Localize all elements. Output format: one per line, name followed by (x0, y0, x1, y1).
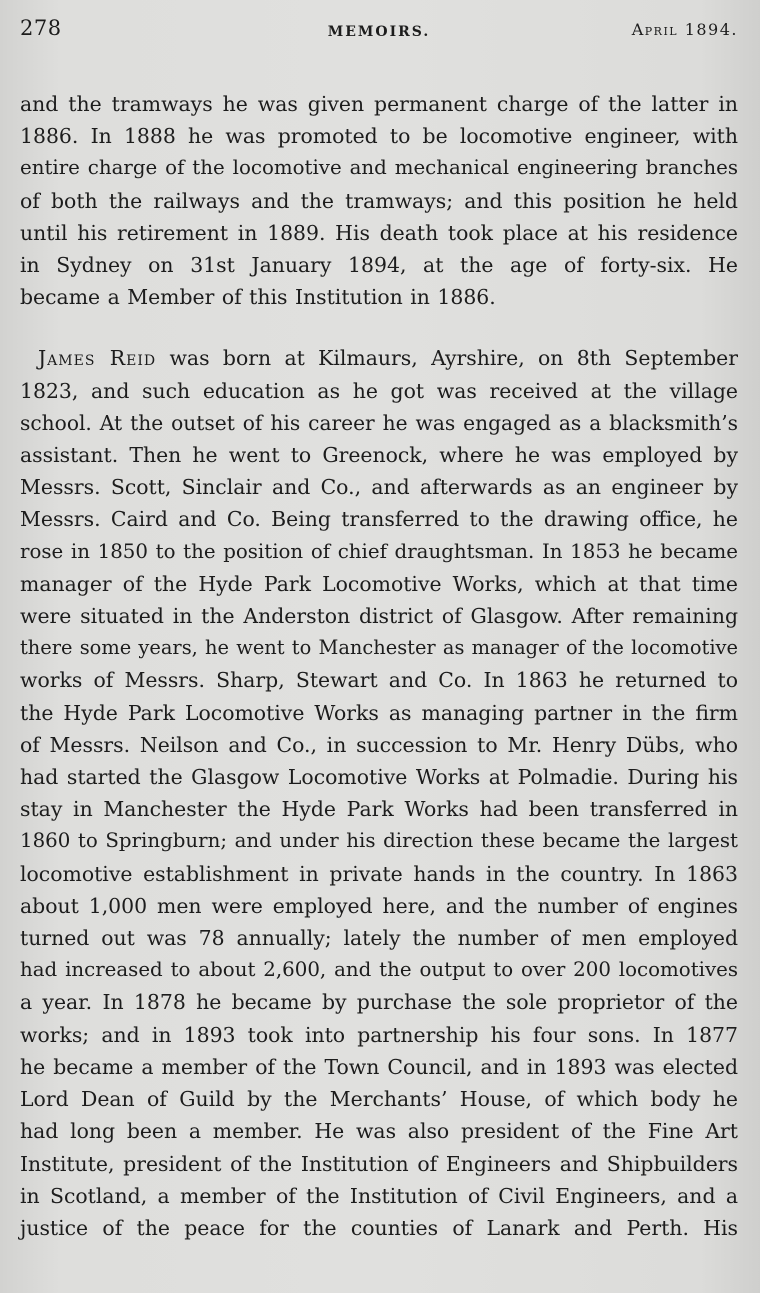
text-line: until his retirement in 1889. His death took place at his residence (20, 220, 738, 245)
page-header (20, 16, 738, 56)
text-line: he became a member of the Town Council, and in 1893 was elected (20, 1054, 738, 1079)
text-line: stay in Manchester the Hyde Park Works had been transferred in (20, 797, 738, 822)
text-line: manager of the Hyde Park Locomotive Works, which at that time (20, 571, 738, 596)
text-line: a year. In 1878 he became by purchase the sole proprietor of the (20, 990, 738, 1015)
text-line: Messrs. Caird and Co. Being transferred to the drawing office, he (20, 507, 738, 532)
first-line-text: was born at Kilmaurs, Ayrshire, on 8th September (156, 346, 738, 371)
text-line: entire charge of the locomotive and mechanical engineering branches (20, 156, 738, 180)
text-line (20, 342, 738, 374)
text-line: had long been a member. He was also president of the Fine Art (20, 1119, 738, 1144)
text-line: 1860 to Springburn; and under his direction these became the largest (20, 829, 738, 853)
text-line: school. At the outset of his career he was engaged as a blacksmith’s (20, 410, 738, 435)
running-date: April 1894. (631, 20, 738, 39)
text-line: in Scotland, a member of the Institution of Civil Engineers, and a (20, 1183, 738, 1208)
text-line: works of Messrs. Sharp, Stewart and Co. In 1863 he returned to (20, 668, 738, 693)
text-line: assistant. Then he went to Greenock, where he was employed by (20, 443, 738, 468)
text-line: rose in 1850 to the position of chief draughtsman. In 1853 he became (20, 539, 738, 563)
paragraph-1 (20, 88, 738, 313)
paragraph-2 (20, 342, 738, 1244)
text-line: turned out was 78 annually; lately the number of men employed (20, 926, 738, 951)
text-line: and the tramways he was given permanent charge of the latter in (20, 92, 738, 116)
text-line: had started the Glasgow Locomotive Works at Polmadie. During his (20, 765, 738, 790)
text-line: the Hyde Park Locomotive Works as managing partner in the firm (20, 700, 738, 725)
text-line: justice of the peace for the counties of Lanark and Perth. His (20, 1215, 738, 1240)
text-line: were situated in the Anderston district of Glasgow. After remaining (20, 604, 738, 629)
text-line: Messrs. Scott, Sinclair and Co., and afterwards as an engineer by (20, 475, 738, 500)
text-line: Lord Dean of Guild by the Merchants’ House, of which body he (20, 1087, 738, 1112)
text-line: works; and in 1893 took into partnership his four sons. In 1877 (20, 1022, 738, 1047)
text-line: locomotive establishment in private hands in the country. In 1863 (20, 861, 738, 886)
text-line: had increased to about 2,600, and the output to over 200 locomotives (20, 958, 738, 982)
text-line: of Messrs. Neilson and Co., in succession to Mr. Henry Dübs, who (20, 732, 738, 757)
page-number: 278 (20, 16, 62, 40)
text-line: about 1,000 men were employed here, and the number of engines (20, 893, 738, 918)
text-line: in Sydney on 31st January 1894, at the age of forty-six. He (20, 253, 738, 278)
text-line: 1886. In 1888 he was promoted to be locomotive engineer, with (20, 124, 738, 149)
text-line: Institute, president of the Institution of Engineers and Shipbuilders (20, 1151, 738, 1176)
text-line: 1823, and such education as he got was received at the village (20, 378, 738, 403)
text-line: of both the railways and the tramways; and this position he held (20, 188, 738, 213)
person-name: James Reid (38, 346, 157, 371)
text-line: became a Member of this Institution in 1886. (20, 285, 496, 310)
running-title: MEMOIRS. (327, 24, 431, 40)
text-line: there some years, he went to Manchester as manager of the locomotive (20, 636, 738, 660)
